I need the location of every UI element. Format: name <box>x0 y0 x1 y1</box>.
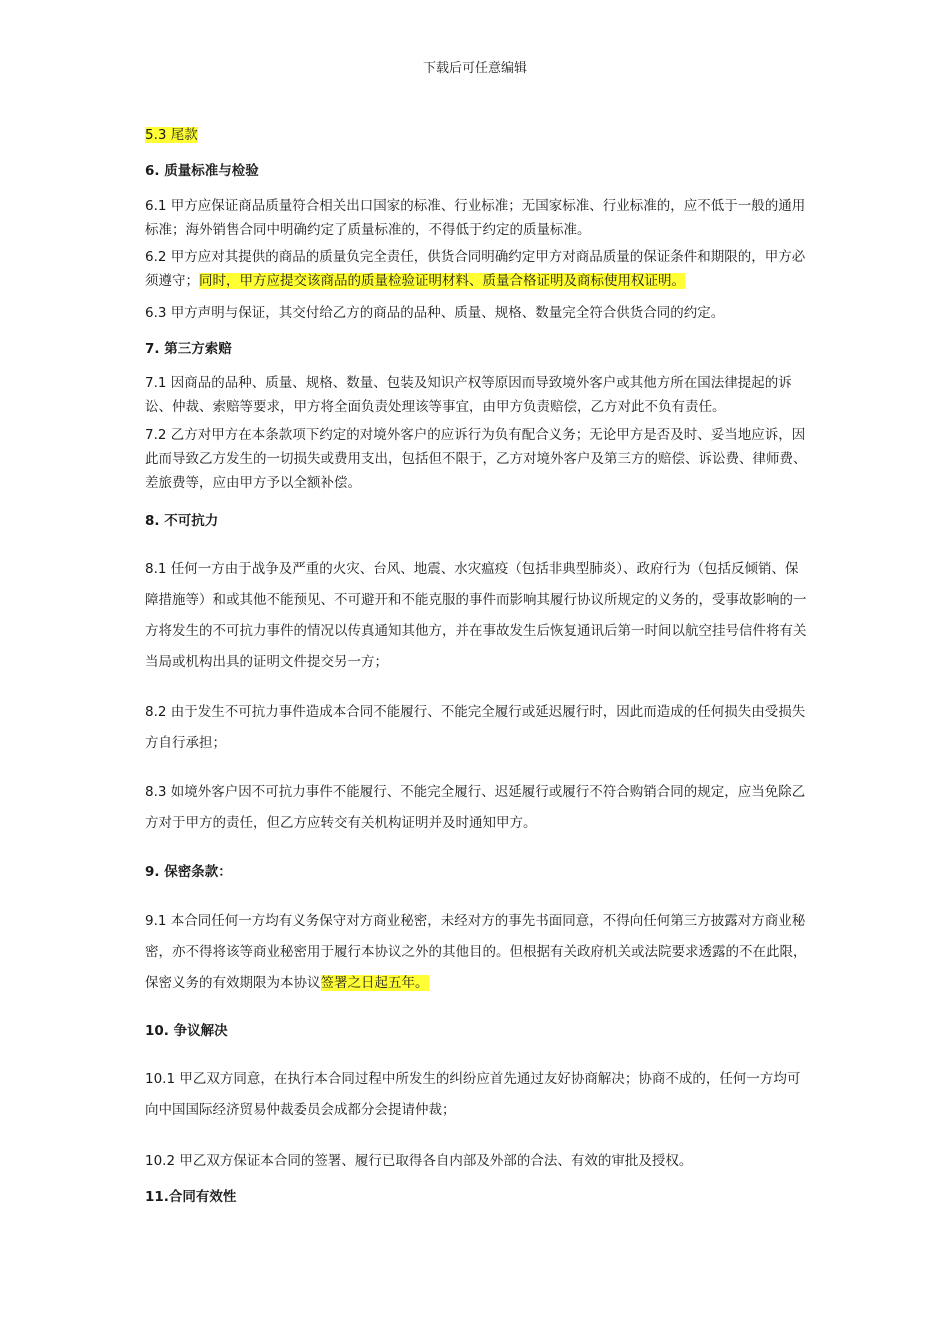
clause-7-2: 7.2 乙方对甲方在本条款项下约定的对境外客户的应诉行为负有配合义务；无论甲方是否及时、妥当地应诉，因此而导致乙方发生的一切损失或费用支出，包括但不限于，乙方对境外客户及第三方的赔偿、诉讼费、律师费、差旅费等，应由甲方予以全额补偿。 <box>145 427 807 491</box>
clause-6-3: 6.3 甲方声明与保证，其交付给乙方的商品的品种、质量、规格、数量完全符合供货合同的约定。 <box>145 305 725 321</box>
section-10-title: 10. 争议解决 <box>145 1023 228 1039</box>
clause-6-2-text: 6.2 甲方应对其提供的商品的质量负完全责任，供货合同明确约定甲方对商品质量的保证条件和期限的，甲方必须遵守； <box>145 249 806 289</box>
clause-9-1-text: 9.1 本合同任何一方均有义务保守对方商业秘密，未经对方的事先书面同意，不得向任何第三方披露对方商业秘密，亦不得将该等商业秘密用于履行本协议之外的其他目的。但根据有关政府机关或法院要求透露的不在此限，保密义务的有效期限为本协议 <box>145 913 807 991</box>
clause-8-3: 8.3 如境外客户因不可抗力事件不能履行、不能完全履行、迟延履行或履行不符合购销合同的规定，应当免除乙方对于甲方的责任，但乙方应转交有关机构证明并及时通知甲方。 <box>145 784 806 831</box>
clause-6-1: 6.1 甲方应保证商品质量符合相关出口国家的标准、行业标准；无国家标准、行业标准的，应不低于一般的通用标准；海外销售合同中明确约定了质量标准的，不得低于约定的质量标准。 <box>145 198 806 238</box>
section-8-title: 8. 不可抗力 <box>145 513 219 529</box>
clause-7-1: 7.1 因商品的品种、质量、规格、数量、包装及知识产权等原因而导致境外客户或其他方所在国法律提起的诉讼、仲裁、索赔等要求，甲方将全面负责处理该等事宜，由甲方负责赔偿，乙方对此不负有责任。 <box>145 375 792 415</box>
section-6-title: 6. 质量标准与检验 <box>145 163 259 179</box>
clause-10-2: 10.2 甲乙双方保证本合同的签署、履行已取得各自内部及外部的合法、有效的审批及授权。 <box>145 1153 693 1169</box>
clause-6-2 <box>145 245 810 293</box>
clause-9-1-highlight: 签署之日起五年。 <box>320 975 429 991</box>
page-header: 下载后可任意编辑 <box>422 61 527 76</box>
clause-8-1: 8.1 任何一方由于战争及严重的火灾、台风、地震、水灾瘟疫（包括非典型肺炎）、政府行为（包括反倾销、保障措施等）和或其他不能预见、不可避开和不能克服的事件而影响其履行协议所规定的义务的，受事故影响的一方将发生的不可抗力事件的情况以传真通知其他方，并在事故发生后恢复通讯后第一时间以航空挂号信件将有关当局或机构出具的证明文件提交另一方； <box>145 561 807 670</box>
section-11-title: 11.合同有效性 <box>145 1189 237 1205</box>
clause-10-1: 10.1 甲乙双方同意，在执行本合同过程中所发生的纠纷应首先通过友好协商解决；协商不成的，任何一方均可向中国国际经济贸易仲裁委员会成都分会提请仲裁； <box>145 1071 801 1118</box>
section-9-title: 9. 保密条款： <box>145 864 232 880</box>
clause-6-2-highlight: 同时，甲方应提交该商品的质量检验证明材料、质量合格证明及商标使用权证明。 <box>199 273 685 289</box>
clause-5-3-highlight: 5.3 尾款 <box>145 127 198 143</box>
clause-9-1 <box>145 906 810 999</box>
clause-5-3 <box>145 123 810 147</box>
section-7-title: 7. 第三方索赔 <box>145 341 232 357</box>
clause-8-2: 8.2 由于发生不可抗力事件造成本合同不能履行、不能完全履行或延迟履行时，因此而造成的任何损失由受损失方自行承担； <box>145 704 806 751</box>
